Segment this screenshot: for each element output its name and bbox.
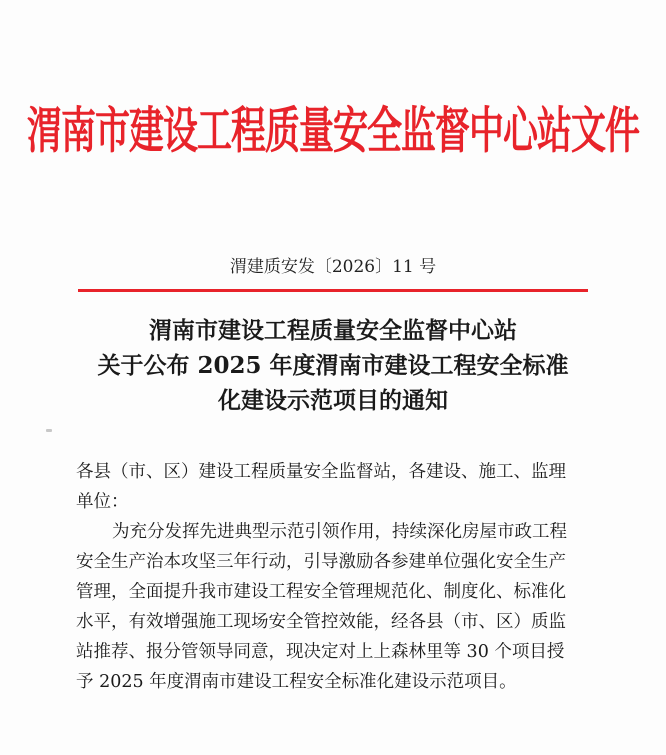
notice-title-line-1: 渭南市建设工程质量安全监督中心站 — [149, 317, 517, 344]
notice-title-line-3: 化建设示范项目的通知 — [218, 387, 448, 414]
document-header-title: 渭南市建设工程质量安全监督中心站文件 — [26, 101, 639, 161]
body-line-addressee-cont: 单位： — [76, 492, 129, 512]
notice-body — [76, 457, 596, 697]
red-divider-line — [78, 289, 588, 292]
notice-title — [0, 313, 666, 418]
scan-mark — [46, 429, 52, 432]
body-paragraph-line: 予 2025 年度渭南市建设工程安全标准化建设示范项目。 — [76, 672, 517, 692]
body-paragraph-line: 水平，有效增强施工现场安全管控效能，经各县（市、区）质监 — [76, 612, 566, 632]
notice-title-line-2: 关于公布 2025 年度渭南市建设工程安全标准 — [97, 352, 569, 379]
body-paragraph-line: 为充分发挥先进典型示范引领作用，持续深化房屋市政工程 — [112, 522, 567, 542]
body-line-addressee: 各县（市、区）建设工程质量安全监督站，各建设、施工、监理 — [76, 462, 566, 482]
document-number: 渭建质安发〔2026〕11 号 — [229, 257, 437, 277]
body-paragraph-line: 安全生产治本攻坚三年行动，引导激励各参建单位强化安全生产 — [76, 552, 566, 572]
body-paragraph-line: 站推荐、报分管领导同意，现决定对上上森林里等 30 个项目授 — [76, 642, 565, 662]
body-paragraph-line: 管理，全面提升我市建设工程安全管理规范化、制度化、标准化 — [76, 582, 566, 602]
